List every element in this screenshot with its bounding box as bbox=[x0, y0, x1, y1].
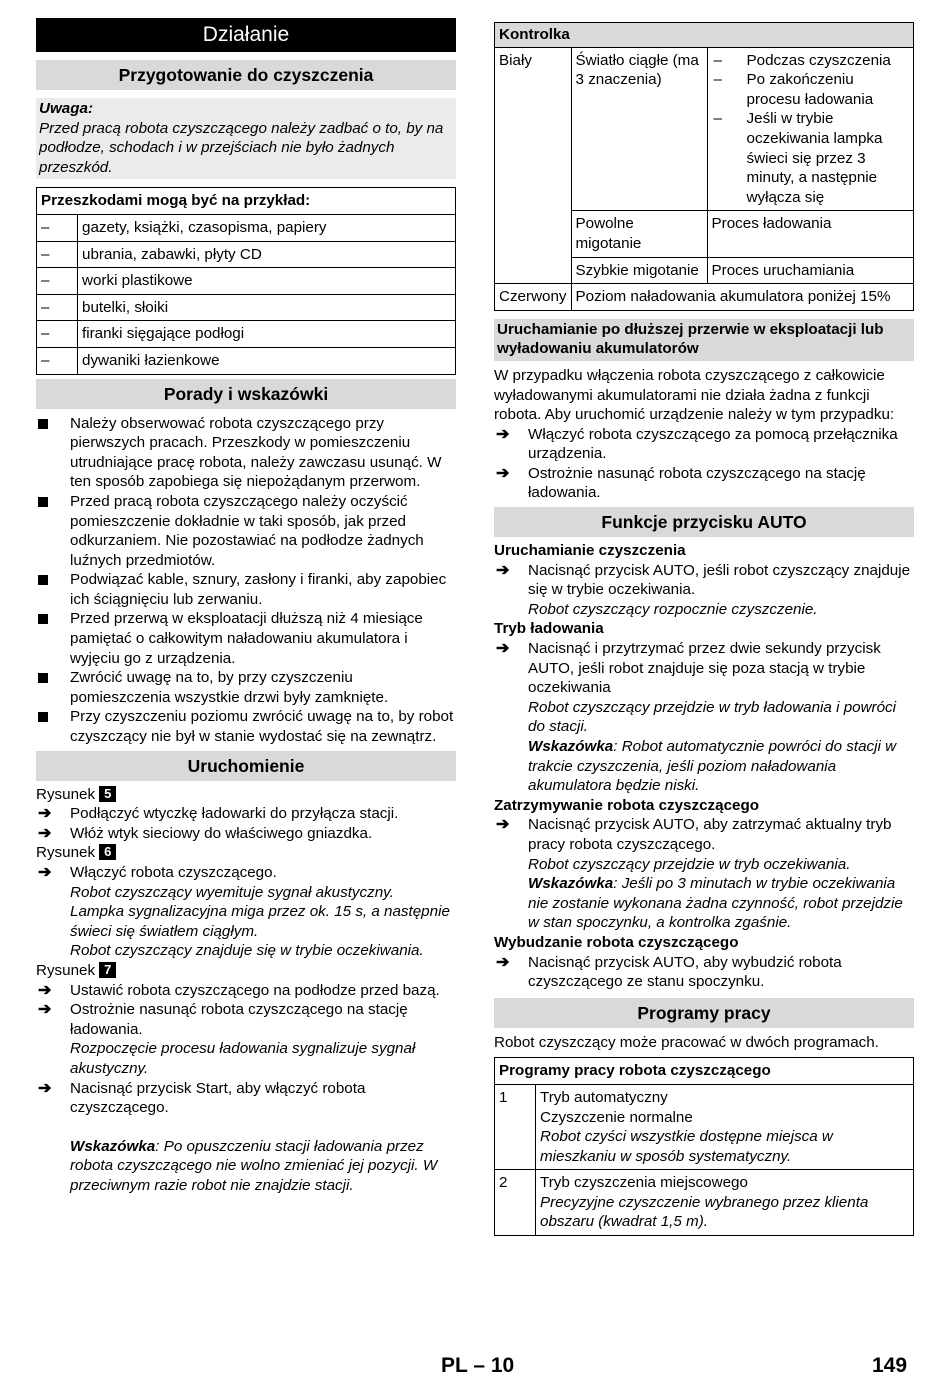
arrow-icon: ➔ bbox=[496, 425, 510, 443]
footer-page-number: 149 bbox=[872, 1354, 908, 1377]
step-result: Robot czyszczący wyemituje sygnał akustyczny. bbox=[70, 883, 394, 901]
step bbox=[494, 639, 914, 698]
figure-ref bbox=[36, 843, 456, 863]
arrow-icon: ➔ bbox=[38, 1001, 52, 1019]
figure-number: 7 bbox=[99, 962, 116, 978]
footer-language: PL bbox=[441, 1354, 468, 1377]
section-title-programs: Programy pracy bbox=[494, 998, 914, 1028]
section-title-restart: Uruchamianie po dłuższej przerwie w eksploatacji lub wyładowaniu akumulatorów bbox=[494, 319, 914, 361]
step bbox=[494, 464, 914, 503]
tip-item bbox=[36, 609, 456, 668]
arrow-icon: ➔ bbox=[38, 1079, 52, 1097]
dash: – bbox=[37, 347, 78, 374]
tips-list bbox=[36, 414, 456, 747]
program-number: 2 bbox=[495, 1170, 536, 1236]
step-text: Nacisnąć przycisk AUTO, aby wybudzić robota czyszczącego ze stanu spoczynku. bbox=[528, 953, 842, 991]
step-text: Nacisnąć przycisk AUTO, jeśli robot czyszczący znajduje się w trybie oczekiwania. bbox=[528, 561, 911, 599]
fast-meaning: Proces uruchamiania bbox=[707, 257, 913, 284]
square-bullet-icon bbox=[38, 614, 48, 624]
step bbox=[36, 863, 456, 883]
step-text: Ostrożnie nasunąć robota czyszczącego na stację ładowania. bbox=[528, 464, 866, 502]
tip-text: Przed pracą robota czyszczącego należy oczyścić pomieszczenie dokładnie w taki sposób, jak przed odkurzaniem. Nie pozostawiać na podłodze żadnych luźnych przedmiotów. bbox=[70, 492, 424, 569]
step-text: Ostrożnie nasunąć robota czyszczącego na stację ładowania. bbox=[70, 1001, 408, 1038]
figure-label: Rysunek bbox=[36, 844, 96, 862]
step-text: Nacisnąć przycisk AUTO, aby zatrzymać aktualny tryb pracy robota czyszczącego. bbox=[528, 816, 892, 853]
obstacles-heading: Przeszkodami mogą być na przykład: bbox=[37, 188, 456, 215]
step bbox=[494, 815, 914, 854]
meaning-item bbox=[712, 51, 911, 71]
square-bullet-icon bbox=[38, 575, 48, 585]
hint-label: Wskazówka bbox=[528, 875, 614, 893]
program-name: Tryb czyszczenia miejscowego bbox=[540, 1174, 748, 1192]
figure-number: 6 bbox=[99, 844, 116, 860]
tip-text: Przed przerwą w eksploatacji dłuższą niż 4 miesiące pamiętać o całkowitym naładowaniu akumulatora i wyjęciu go z urządzenia. bbox=[70, 610, 423, 667]
tip-item bbox=[36, 668, 456, 707]
note-heading: Uwaga: bbox=[39, 100, 94, 117]
hint-label: Wskazówka bbox=[70, 1137, 156, 1155]
tip-text: Należy obserwować robota czyszczącego przy pierwszych pracach. Przeszkody w pomieszczeniu utrudniające pracę robota, należy zawczasu usunąć. W ten sposób zapobiega się niepożądanym przerwom. bbox=[70, 414, 442, 491]
section-title-tips: Porady i wskazówki bbox=[36, 379, 456, 409]
step bbox=[36, 981, 456, 1001]
function-heading: Wybudzanie robota czyszczącego bbox=[494, 933, 739, 951]
auto-functions bbox=[494, 541, 914, 992]
square-bullet-icon bbox=[38, 419, 48, 429]
section-title-preparation: Przygotowanie do czyszczenia bbox=[36, 60, 456, 90]
programs-table bbox=[494, 1057, 914, 1236]
figure-ref bbox=[36, 961, 456, 981]
step-text: Podłączyć wtyczkę ładowarki do przyłącza stacji. bbox=[70, 805, 399, 823]
footer-language-page bbox=[441, 1356, 514, 1376]
obstacle-item: firanki sięgające podłogi bbox=[78, 321, 456, 348]
section-title-auto: Funkcje przycisku AUTO bbox=[494, 507, 914, 537]
step-result: Rozpoczęcie procesu ładowania sygnalizuje sygnał akustyczny. bbox=[70, 1040, 416, 1077]
hint-text: : Jeśli po 3 minutach w trybie oczekiwania nie zostanie wykonana żadna czynność, robot przejdzie w stan spoczynku, a kontrolka zgaśnie. bbox=[528, 875, 903, 932]
obstacles-table bbox=[36, 187, 456, 374]
meaning-item bbox=[712, 109, 911, 207]
meaning-item bbox=[712, 70, 911, 109]
program-name: Tryb automatyczny bbox=[540, 1088, 668, 1106]
arrow-icon: ➔ bbox=[496, 953, 510, 971]
meaning-text: Podczas czyszczenia bbox=[746, 51, 891, 69]
dash: – bbox=[713, 71, 722, 89]
dash: – bbox=[37, 241, 78, 268]
figure-ref bbox=[36, 785, 456, 805]
tip-item bbox=[36, 707, 456, 746]
figure-label: Rysunek bbox=[36, 961, 96, 979]
right-column bbox=[494, 22, 914, 1236]
hint-text: : Robot automatycznie powróci do stacji w trakcie czyszczenia, jeśli poziom naładowania akumulatora będzie niski. bbox=[528, 738, 897, 795]
tip-text: Zwrócić uwagę na to, by przy czyszczeniu pomieszczenia wszystkie drzwi były zamknięte. bbox=[70, 669, 389, 706]
slow-meaning: Proces ładowania bbox=[707, 211, 913, 257]
programs-table-heading: Programy pracy robota czyszczącego bbox=[495, 1058, 914, 1085]
step-text: Włączyć robota czyszczącego za pomocą przełącznika urządzenia. bbox=[528, 425, 898, 463]
dash: – bbox=[37, 214, 78, 241]
mode-fast: Szybkie migotanie bbox=[571, 257, 707, 284]
dash: – bbox=[37, 268, 78, 295]
program-description: Robot czyści wszystkie dostępne miejsca w mieszkaniu w sposób systematyczny. bbox=[540, 1128, 833, 1165]
function-heading: Tryb ładowania bbox=[494, 620, 604, 638]
arrow-icon: ➔ bbox=[496, 561, 510, 579]
left-column bbox=[36, 18, 456, 1196]
square-bullet-icon bbox=[38, 497, 48, 507]
color-red: Czerwony bbox=[495, 284, 572, 311]
tip-item bbox=[36, 492, 456, 570]
square-bullet-icon bbox=[38, 673, 48, 683]
step bbox=[494, 561, 914, 600]
indicator-table bbox=[494, 22, 914, 311]
footer-section-page: – 10 bbox=[473, 1354, 515, 1377]
step bbox=[36, 1000, 456, 1039]
meaning-text: Jeśli w trybie oczekiwania lampka świeci się przez 3 minuty, a następnie wyłącza się bbox=[746, 110, 883, 206]
hint bbox=[494, 737, 914, 796]
step-result: Robot czyszczący przejdzie w tryb oczekiwania. bbox=[528, 855, 851, 873]
program-cell bbox=[536, 1084, 914, 1169]
arrow-icon: ➔ bbox=[38, 805, 52, 823]
program-cell bbox=[536, 1170, 914, 1236]
obstacle-item: dywaniki łazienkowe bbox=[78, 347, 456, 374]
arrow-icon: ➔ bbox=[496, 816, 510, 834]
page-title: Działanie bbox=[36, 18, 456, 52]
arrow-icon: ➔ bbox=[496, 464, 510, 482]
tip-item bbox=[36, 414, 456, 492]
step-result: Lampka sygnalizacyjna miga przez ok. 15 s, a następnie świeci się światłem ciągłym. bbox=[70, 903, 450, 940]
dash: – bbox=[37, 294, 78, 321]
function-heading: Zatrzymywanie robota czyszczącego bbox=[494, 796, 760, 814]
step bbox=[36, 824, 456, 844]
figure-number: 5 bbox=[99, 786, 116, 802]
hint-label: Wskazówka bbox=[528, 738, 614, 755]
step bbox=[494, 953, 914, 992]
hint bbox=[494, 874, 914, 933]
arrow-icon: ➔ bbox=[496, 640, 510, 658]
arrow-icon: ➔ bbox=[38, 864, 52, 881]
tip-item bbox=[36, 570, 456, 609]
program-subname: Czyszczenie normalne bbox=[540, 1108, 693, 1126]
dash: – bbox=[37, 321, 78, 348]
step-text: Włóż wtyk sieciowy do właściwego gniazdka. bbox=[70, 824, 373, 842]
indicator-heading: Kontrolka bbox=[495, 23, 914, 48]
step-result: Robot czyszczący znajduje się w trybie oczekiwania. bbox=[70, 942, 424, 960]
obstacle-item: ubrania, zabawki, płyty CD bbox=[78, 241, 456, 268]
step bbox=[36, 804, 456, 824]
restart-text: W przypadku włączenia robota czyszczącego z całkowicie wyładowanymi akumulatorami nie działa żadna z funkcji robota. Aby uruchomić urządzenie należy w tym przypadku: bbox=[494, 366, 895, 424]
dash: – bbox=[713, 110, 722, 128]
mode-steady: Światło ciągłe (ma 3 znaczenia) bbox=[571, 47, 707, 211]
note-text: Przed pracą robota czyszczącego należy zadbać o to, by na podłodze, schodach i w przejściach nie było żadnych przeszkód. bbox=[39, 119, 444, 176]
red-meaning: Poziom naładowania akumulatora poniżej 15% bbox=[571, 284, 913, 311]
hint bbox=[36, 1137, 456, 1196]
obstacle-item: butelki, słoiki bbox=[78, 294, 456, 321]
dash: – bbox=[713, 51, 722, 69]
meaning-text: Po zakończeniu procesu ładowania bbox=[746, 71, 874, 108]
section-title-startup: Uruchomienie bbox=[36, 751, 456, 781]
steady-meanings bbox=[707, 47, 913, 211]
function-heading: Uruchamianie czyszczenia bbox=[494, 542, 686, 560]
figure-label: Rysunek bbox=[36, 785, 96, 803]
step-text: Nacisnąć przycisk Start, aby włączyć robota czyszczącego. bbox=[70, 1079, 366, 1117]
obstacle-item: gazety, książki, czasopisma, papiery bbox=[78, 214, 456, 241]
tip-text: Przy czyszczeniu poziomu zwrócić uwagę na to, by robot czyszczący nie był w stanie wydostać się na zewnątrz. bbox=[70, 708, 454, 746]
warning-note bbox=[36, 98, 456, 179]
program-description: Precyzyjne czyszczenie wybranego przez klienta obszaru (kwadrat 1,5 m). bbox=[540, 1193, 869, 1231]
mode-slow: Powolne migotanie bbox=[571, 211, 707, 257]
arrow-icon: ➔ bbox=[38, 824, 52, 842]
step-text: Ustawić robota czyszczącego na podłodze przed bazą. bbox=[70, 981, 440, 999]
step-result: Robot czyszczący przejdzie w tryb ładowania i powróci do stacji. bbox=[528, 698, 897, 736]
step-result: Robot czyszczący rozpocznie czyszczenie. bbox=[528, 600, 818, 618]
step-text: Nacisnąć i przytrzymać przez dwie sekundy przycisk AUTO, jeśli robot znajduje się poza stacją w trybie oczekiwania bbox=[528, 640, 881, 697]
step-text: Włączyć robota czyszczącego. bbox=[70, 864, 277, 881]
step bbox=[494, 425, 914, 464]
startup-steps bbox=[36, 785, 456, 1196]
step bbox=[36, 1079, 456, 1118]
tip-text: Podwiązać kable, sznury, zasłony i firanki, aby zapobiec ich ściągnięciu lub zerwaniu. bbox=[70, 571, 447, 608]
program-number: 1 bbox=[495, 1084, 536, 1169]
obstacle-item: worki plastikowe bbox=[78, 268, 456, 295]
square-bullet-icon bbox=[38, 712, 48, 722]
color-white: Biały bbox=[495, 47, 572, 284]
arrow-icon: ➔ bbox=[38, 981, 52, 999]
hint-text: : Po opuszczeniu stacji ładowania przez robota czyszczącego nie wolno zmieniać jej pozycji. W przeciwnym razie robot nie znajdzie stacji. bbox=[70, 1137, 438, 1194]
programs-text: Robot czyszczący może pracować w dwóch programach. bbox=[494, 1033, 879, 1051]
